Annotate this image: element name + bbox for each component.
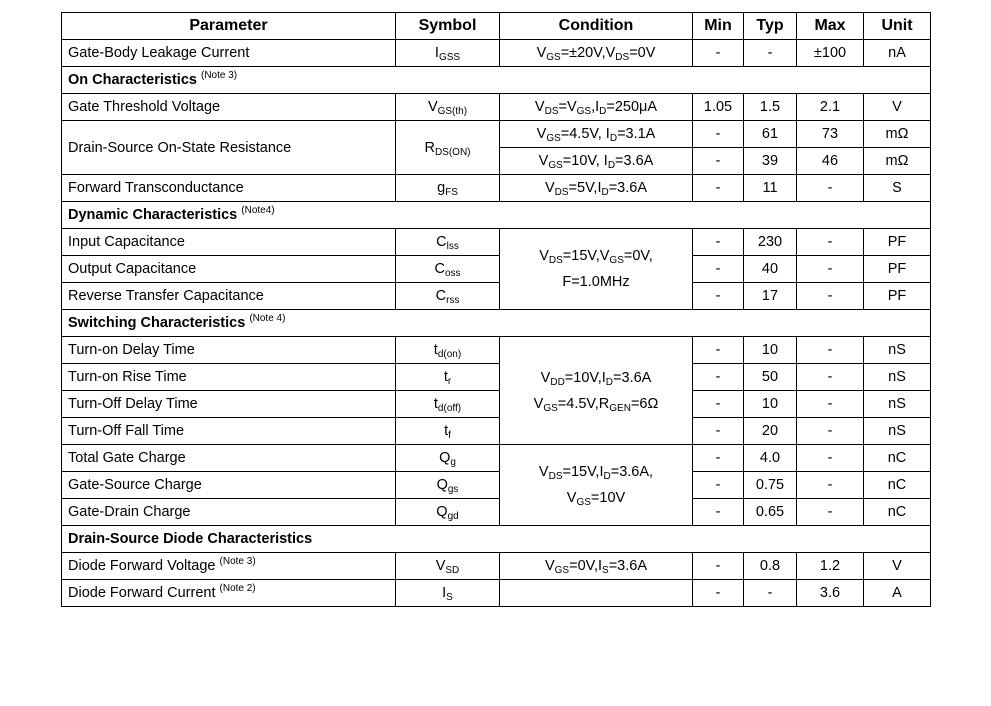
table-row [62,94,931,121]
symbol-sub: f [448,430,451,441]
symbol-sub: DS(ON) [434,146,471,158]
symbol-sub: g [450,457,456,468]
typ-cell: - [744,580,797,607]
symbol-cell [396,472,500,499]
table-row [62,40,931,67]
unit-cell: nS [864,418,931,445]
table-row [62,256,931,283]
min-cell: - [693,445,744,472]
table-row [62,391,931,418]
unit-cell: nA [864,40,931,67]
unit-cell: PF [864,283,931,310]
section-title [62,67,931,94]
header-max: Max [797,13,864,40]
unit-cell: PF [864,256,931,283]
max-cell: - [797,364,864,391]
condition-cell: $V_{DS}=V_{GS},I_D=250\mu A$ [500,94,693,121]
param-cell: Turn-on Rise Time [62,364,396,391]
param-cell: Gate Threshold Voltage [62,94,396,121]
table-row [62,418,931,445]
symbol-main: R [424,139,435,156]
section-row-switching [62,310,931,337]
condition-cell: $V_{GS}=4.5V$, $I_D=3.1A$ [500,121,693,148]
symbol-main: g [437,180,446,196]
typ-cell: 10 [744,337,797,364]
unit-cell: S [864,175,931,202]
symbol-sub: FS [445,187,458,198]
symbol-sub: oss [444,268,461,279]
symbol-sub: SD [445,565,460,576]
param-cell: Drain-Source On-State Resistance [62,121,396,175]
min-cell: - [693,40,744,67]
header-symbol: Symbol [396,13,500,40]
symbol-main: Q [436,477,448,493]
param-text: Diode Forward Current [68,585,216,601]
symbol-main: C [436,234,447,250]
max-cell: 46 [797,148,864,175]
condition-cell: $V_{GS}=0V,I_S=3.6A$ [500,553,693,580]
symbol-cell [396,553,500,580]
condition-cell: $V_{GS}=10V$, $I_D=3.6A$ [500,148,693,175]
symbol-main: I [442,585,447,601]
param-cell: Gate-Body Leakage Current [62,40,396,67]
table-row [62,580,931,607]
max-cell: - [797,283,864,310]
symbol-cell [396,175,500,202]
condition-line: $V_{DS}=15V,V_{GS}=0V$, [539,248,653,266]
param-text: Diode Forward Voltage [68,558,216,574]
param-cell [62,580,396,607]
symbol-main: C [435,288,447,304]
max-cell: - [797,472,864,499]
max-cell: - [797,175,864,202]
condition-line: $V_{GS}=4.5V,R_{GEN}=6\Omega$ [533,395,659,414]
condition-cell [500,229,693,310]
section-row-diode [62,526,931,553]
symbol-main: t [433,342,438,358]
max-cell: - [797,391,864,418]
section-note: (Note 4) [249,313,286,324]
symbol-main: V [435,558,446,574]
unit-cell: nC [864,499,931,526]
typ-cell: 1.5 [744,94,797,121]
header-condition: Condition [500,13,693,40]
header-unit: Unit [864,13,931,40]
param-cell: Output Capacitance [62,256,396,283]
section-row-dynamic [62,202,931,229]
max-cell: 1.2 [797,553,864,580]
param-note: (Note 3) [219,556,256,567]
unit-cell: nS [864,337,931,364]
condition-cell [500,445,693,526]
unit-cell: nS [864,364,931,391]
section-title-text: Dynamic Characteristics [68,207,238,223]
section-title [62,526,931,553]
min-cell: - [693,256,744,283]
symbol-main: t [443,369,448,385]
unit-cell: V [864,553,931,580]
table-row [62,445,931,472]
section-row-on [62,67,931,94]
symbol-cell [396,580,500,607]
max-cell: - [797,418,864,445]
unit-cell: PF [864,229,931,256]
max-cell: - [797,445,864,472]
symbol-main: Q [436,504,448,520]
symbol-cell [396,121,500,175]
param-cell: Reverse Transfer Capacitance [62,283,396,310]
max-cell: ±100 [797,40,864,67]
condition-line: F=1.0MHz [562,274,630,290]
unit-cell: nC [864,472,931,499]
condition-line: $V_{DD}=10V,I_D=3.6A$ [540,369,652,388]
param-cell: Turn-Off Delay Time [62,391,396,418]
section-title [62,310,931,337]
typ-cell: 17 [744,283,797,310]
typ-cell: 61 [744,121,797,148]
param-cell: Turn-on Delay Time [62,337,396,364]
min-cell: - [693,148,744,175]
electrical-characteristics-table [61,12,931,607]
symbol-sub: rss [446,295,460,306]
typ-cell: 0.65 [744,499,797,526]
table-row [62,229,931,256]
header-row [62,13,931,40]
typ-cell: - [744,40,797,67]
typ-cell: 0.75 [744,472,797,499]
symbol-cell [396,445,500,472]
condition-line: $V_{GS}=10V$ [566,490,626,508]
table-row [62,283,931,310]
symbol-sub: d(off) [437,403,462,414]
header-min: Min [693,13,744,40]
symbol-sub: r [447,376,452,387]
param-cell: Gate-Source Charge [62,472,396,499]
condition-cell: $V_{GS}=\pm 20V,V_{DS}=0V$ [500,40,693,67]
min-cell: - [693,229,744,256]
table-row [62,337,931,364]
symbol-main: t [433,396,438,412]
symbol-sub: S [446,592,453,603]
section-title-text: Drain-Source Diode Characteristics [68,531,313,547]
min-cell: - [693,472,744,499]
section-title-text: Switching Characteristics [68,315,246,331]
min-cell: - [693,391,744,418]
symbol-sub: d(on) [437,349,462,360]
typ-cell: 10 [744,391,797,418]
min-cell: 1.05 [693,94,744,121]
min-cell: - [693,283,744,310]
param-cell: Total Gate Charge [62,445,396,472]
unit-cell: nS [864,391,931,418]
table-row [62,121,931,148]
symbol-sub: GS(th) [437,106,468,117]
param-cell [62,553,396,580]
symbol-cell [396,40,500,67]
typ-cell: 11 [744,175,797,202]
unit-cell: V [864,94,931,121]
unit-cell: nC [864,445,931,472]
symbol-sub: GSS [438,52,461,63]
symbol-cell [396,229,500,256]
param-cell: Forward Transconductance [62,175,396,202]
table-row [62,364,931,391]
symbol-sub: lss [446,241,459,252]
symbol-cell [396,337,500,364]
symbol-main: I [434,45,439,61]
symbol-sub: gd [447,511,459,522]
max-cell: - [797,499,864,526]
param-cell: Gate-Drain Charge [62,499,396,526]
typ-cell: 20 [744,418,797,445]
min-cell: - [693,175,744,202]
section-note: (Note4) [241,205,275,216]
table-row [62,472,931,499]
typ-cell: 39 [744,148,797,175]
symbol-main: Q [439,450,451,466]
min-cell: - [693,121,744,148]
symbol-cell [396,283,500,310]
section-note: (Note 3) [200,70,238,81]
min-cell: - [693,364,744,391]
unit-cell: mΩ [864,148,931,175]
header-parameter: Parameter [62,13,396,40]
condition-line: $V_{DS}=15V,I_D=3.6A$, [538,464,654,482]
min-cell: - [693,418,744,445]
typ-cell: 4.0 [744,445,797,472]
symbol-cell [396,364,500,391]
unit-cell: mΩ [864,121,931,148]
typ-cell: 230 [744,229,797,256]
symbol-cell [396,418,500,445]
typ-cell: 50 [744,364,797,391]
param-note: (Note 2) [219,583,256,594]
max-cell: - [797,229,864,256]
symbol-cell [396,94,500,121]
symbol-sub: gs [447,484,459,495]
condition-cell [500,337,693,445]
symbol-cell [396,256,500,283]
symbol-cell [396,391,500,418]
param-cell: Turn-Off Fall Time [62,418,396,445]
max-cell: - [797,337,864,364]
max-cell: - [797,256,864,283]
unit-cell: A [864,580,931,607]
table-row [62,553,931,580]
symbol-cell [396,499,500,526]
section-title-text: On Characteristics [68,72,197,88]
min-cell: - [693,337,744,364]
min-cell: - [693,499,744,526]
symbol-main: V [427,99,438,115]
table-row [62,175,931,202]
max-cell: 3.6 [797,580,864,607]
typ-cell: 40 [744,256,797,283]
table-row [62,499,931,526]
condition-cell [500,580,693,607]
condition-cell: $V_{DS}=5V,I_D=3.6A$ [500,175,693,202]
min-cell: - [693,580,744,607]
param-cell: Input Capacitance [62,229,396,256]
typ-cell: 0.8 [744,553,797,580]
symbol-main: t [444,423,449,439]
min-cell: - [693,553,744,580]
max-cell: 73 [797,121,864,148]
section-title [62,202,931,229]
header-typ: Typ [744,13,797,40]
symbol-main: C [434,261,445,277]
max-cell: 2.1 [797,94,864,121]
